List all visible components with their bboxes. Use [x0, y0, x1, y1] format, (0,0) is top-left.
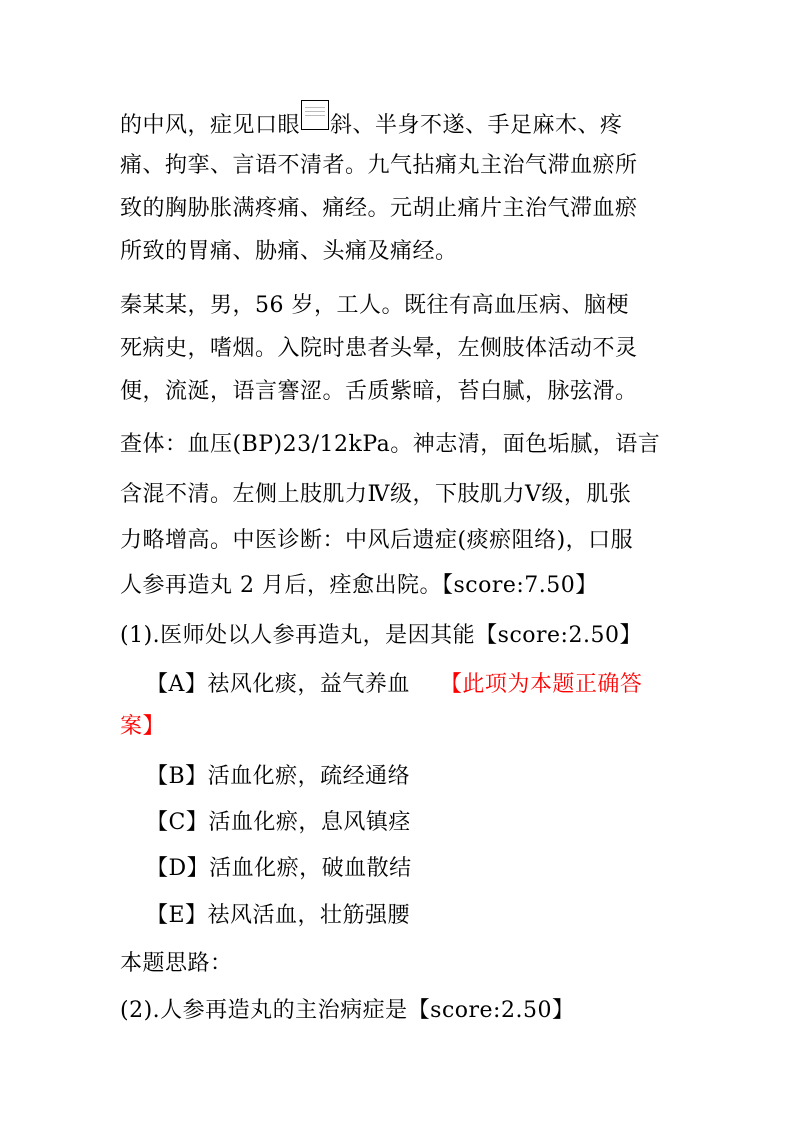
correct-answer-note: 【此项为本题正确答	[439, 672, 643, 697]
paragraph1-line1	[120, 108, 623, 141]
option-e: 【E】祛风活血，壮筋强腰	[146, 903, 411, 928]
option-b: 【B】活血化瘀，疏经通络	[146, 764, 411, 789]
correct-answer-note-continued: 案】	[120, 714, 166, 739]
question1-stem: (1).医师处以人参再造丸，是因其能【score:2.50】	[120, 623, 642, 648]
case-line4: 查体：血压(BP)23/12kPa。神志清，面色垢腻，语言	[120, 432, 661, 457]
explanation-label: 本题思路：	[120, 951, 233, 976]
case-line7: 人参再造丸 2 月后，痊愈出院。【score:7.50】	[120, 573, 598, 598]
option-c: 【C】活血化瘀，息风镇痉	[146, 810, 411, 835]
paragraph1-line1-after: 斜、半身不遂、手足麻木、疼	[330, 113, 623, 138]
case-line6: 力略增高。中医诊断：中风后遗症(痰瘀阻络)，口服	[120, 528, 634, 553]
case-line2: 死病史，嗜烟。入院时患者头晕，左侧肢体活动不灵	[120, 336, 638, 361]
paragraph1-line3: 致的胸胁胀满疼痛、痛经。元胡止痛片主治气滞血瘀	[120, 196, 638, 221]
paragraph1-line4: 所致的胃痛、胁痛、头痛及痛经。	[120, 239, 458, 264]
case-line1: 秦某某，男，56 岁，工人。既往有高血压病、脑梗	[120, 293, 629, 318]
option-d: 【D】活血化瘀，破血散结	[146, 856, 412, 881]
missing-glyph-icon	[301, 100, 329, 130]
option-a	[146, 670, 642, 700]
case-line5: 含混不清。左侧上肢肌力Ⅳ级，下肢肌力Ⅴ级，肌张	[120, 482, 632, 507]
paragraph1-line2: 痛、拘挛、言语不清者。九气拈痛丸主治气滞血瘀所	[120, 153, 638, 178]
question2-stem: (2).人参再造丸的主治病症是【score:2.50】	[120, 998, 575, 1023]
option-a-label: 【A】祛风化痰，益气养血	[146, 672, 410, 697]
paragraph1-line1-before: 的中风，症见口眼	[120, 113, 301, 138]
case-line3: 便，流涎，语言謇涩。舌质紫暗，苔白腻，脉弦滑。	[120, 379, 638, 404]
